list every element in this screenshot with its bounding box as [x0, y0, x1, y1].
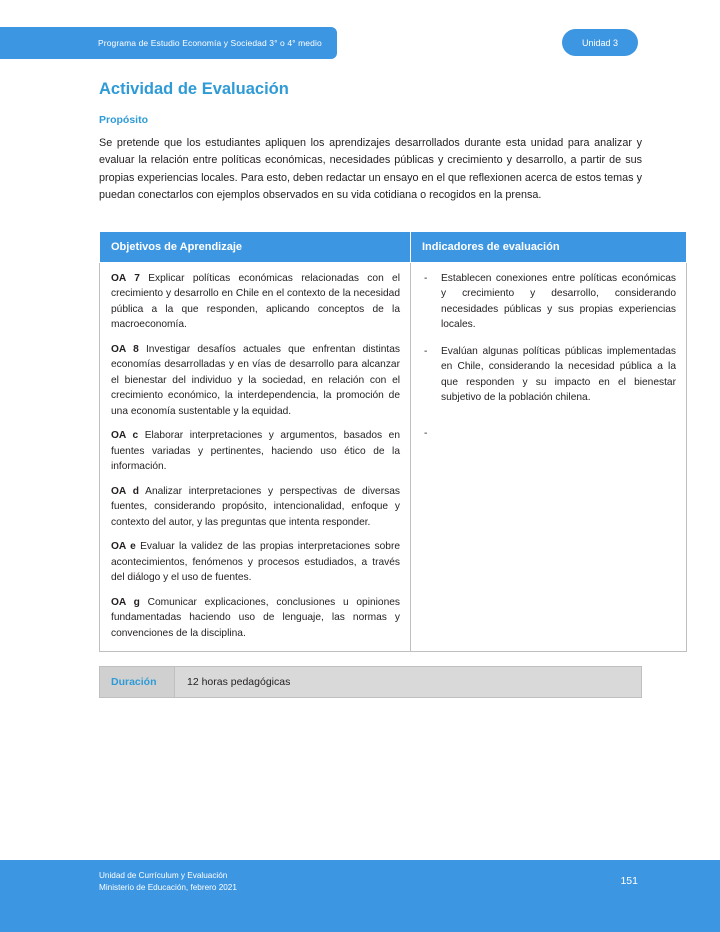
table-header-row: [100, 231, 687, 262]
main-content: [99, 80, 676, 698]
page-number: 151: [620, 875, 638, 887]
indicator-item: - Establecen conexiones entre políticas económicas y crecimiento y desarrollo, considerando necesidades públicas y sus propias experiencias locales.: [422, 271, 676, 333]
objective-item: [111, 342, 400, 420]
objective-code: OA 7: [111, 272, 140, 284]
indicator-item: [422, 426, 676, 438]
objective-text: Comunicar explicaciones, conclusiones u opiniones fundamentadas haciendo uso de lenguaje, las normas y convenciones de la disciplina.: [111, 596, 400, 639]
objective-item: [111, 595, 400, 642]
objective-text: Elaborar interpretaciones y argumentos, basados en fuentes variadas y pertinentes, haciendo uso ético de la información.: [111, 430, 400, 473]
objective-code: OA 8: [111, 343, 139, 355]
indicators-list: [422, 271, 676, 438]
header-band: [0, 27, 337, 59]
section-subtitle: Propósito: [99, 114, 148, 126]
duration-row: [99, 666, 642, 698]
page-title: Actividad de Evaluación: [99, 80, 289, 98]
objective-item: [111, 484, 400, 531]
objective-code: OA g: [111, 596, 140, 608]
footer-text: [99, 870, 237, 894]
table-body: [100, 262, 687, 652]
indicator-item: - Evalúan algunas políticas públicas implementadas en Chile, considerando la necesidad pública a la que responden y su impacto en el bienestar subjetivo de la población chilena.: [422, 344, 676, 406]
unit-badge: [562, 29, 638, 56]
table-row: [100, 262, 687, 652]
unit-badge-label: Unidad 3: [581, 37, 619, 48]
table-head: [100, 231, 687, 262]
objective-item: [111, 428, 400, 475]
footer-line-2: Ministerio de Educación, febrero 2021: [99, 883, 237, 893]
indicators-cell: [411, 262, 687, 652]
objective-code: OA c: [111, 430, 139, 442]
duration-value: 12 horas pedagógicas: [175, 667, 641, 697]
objectives-table: [99, 231, 687, 653]
table-header-objetivos: Objetivos de Aprendizaje: [100, 231, 411, 262]
header-program-title: Programa de Estudio Economía y Sociedad 3° o 4° medio: [98, 38, 322, 48]
objective-item: [111, 539, 400, 586]
objective-text: Investigar desafíos actuales que enfrentan distintas economías desarrolladas y en vías de desarrollo para alcanzar el bienestar del individuo y la sociedad, en relación con el crecimiento económico, la interdependencia, la promoción de una economía sustentable y la equidad.: [111, 343, 400, 417]
intro-paragraph: Se pretende que los estudiantes apliquen los aprendizajes desarrollados durante esta unidad para analizar y evaluar la relación entre políticas económicas, necesidades públicas y crecimiento y desarrollo, a partir de sus propias experiencias locales. Para esto, deben redactar un ensayo en el que reflexionen acerca de estos temas y puedan conectarlos con ejemplos observados en su vida cotidiana o recogidos en la prensa.: [99, 137, 642, 202]
footer-line-1: Unidad de Currículum y Evaluación: [99, 871, 228, 881]
duration-label: Duración: [100, 667, 175, 697]
objective-text: Explicar políticas económicas relacionadas con el crecimiento y desarrollo en Chile en el contexto de la necesidad pública a la que responden, aplicando conceptos de la macroeconomía.: [111, 272, 400, 331]
objective-text: Analizar interpretaciones y perspectivas de diversas fuentes, considerando propósito, intencionalidad, enfoque y contexto del autor, y las preguntas que intenta responder.: [111, 485, 400, 528]
table-header-indicadores: Indicadores de evaluación: [411, 231, 687, 262]
objective-code: OA e: [111, 541, 136, 553]
objective-item: [111, 271, 400, 333]
objective-code: OA d: [111, 485, 139, 497]
objective-text: Evaluar la validez de las propias interpretaciones sobre acontecimientos, fenómenos y procesos estudiados, a través del diálogo y el uso de fuentes.: [111, 541, 400, 584]
objectives-cell: [100, 262, 411, 652]
